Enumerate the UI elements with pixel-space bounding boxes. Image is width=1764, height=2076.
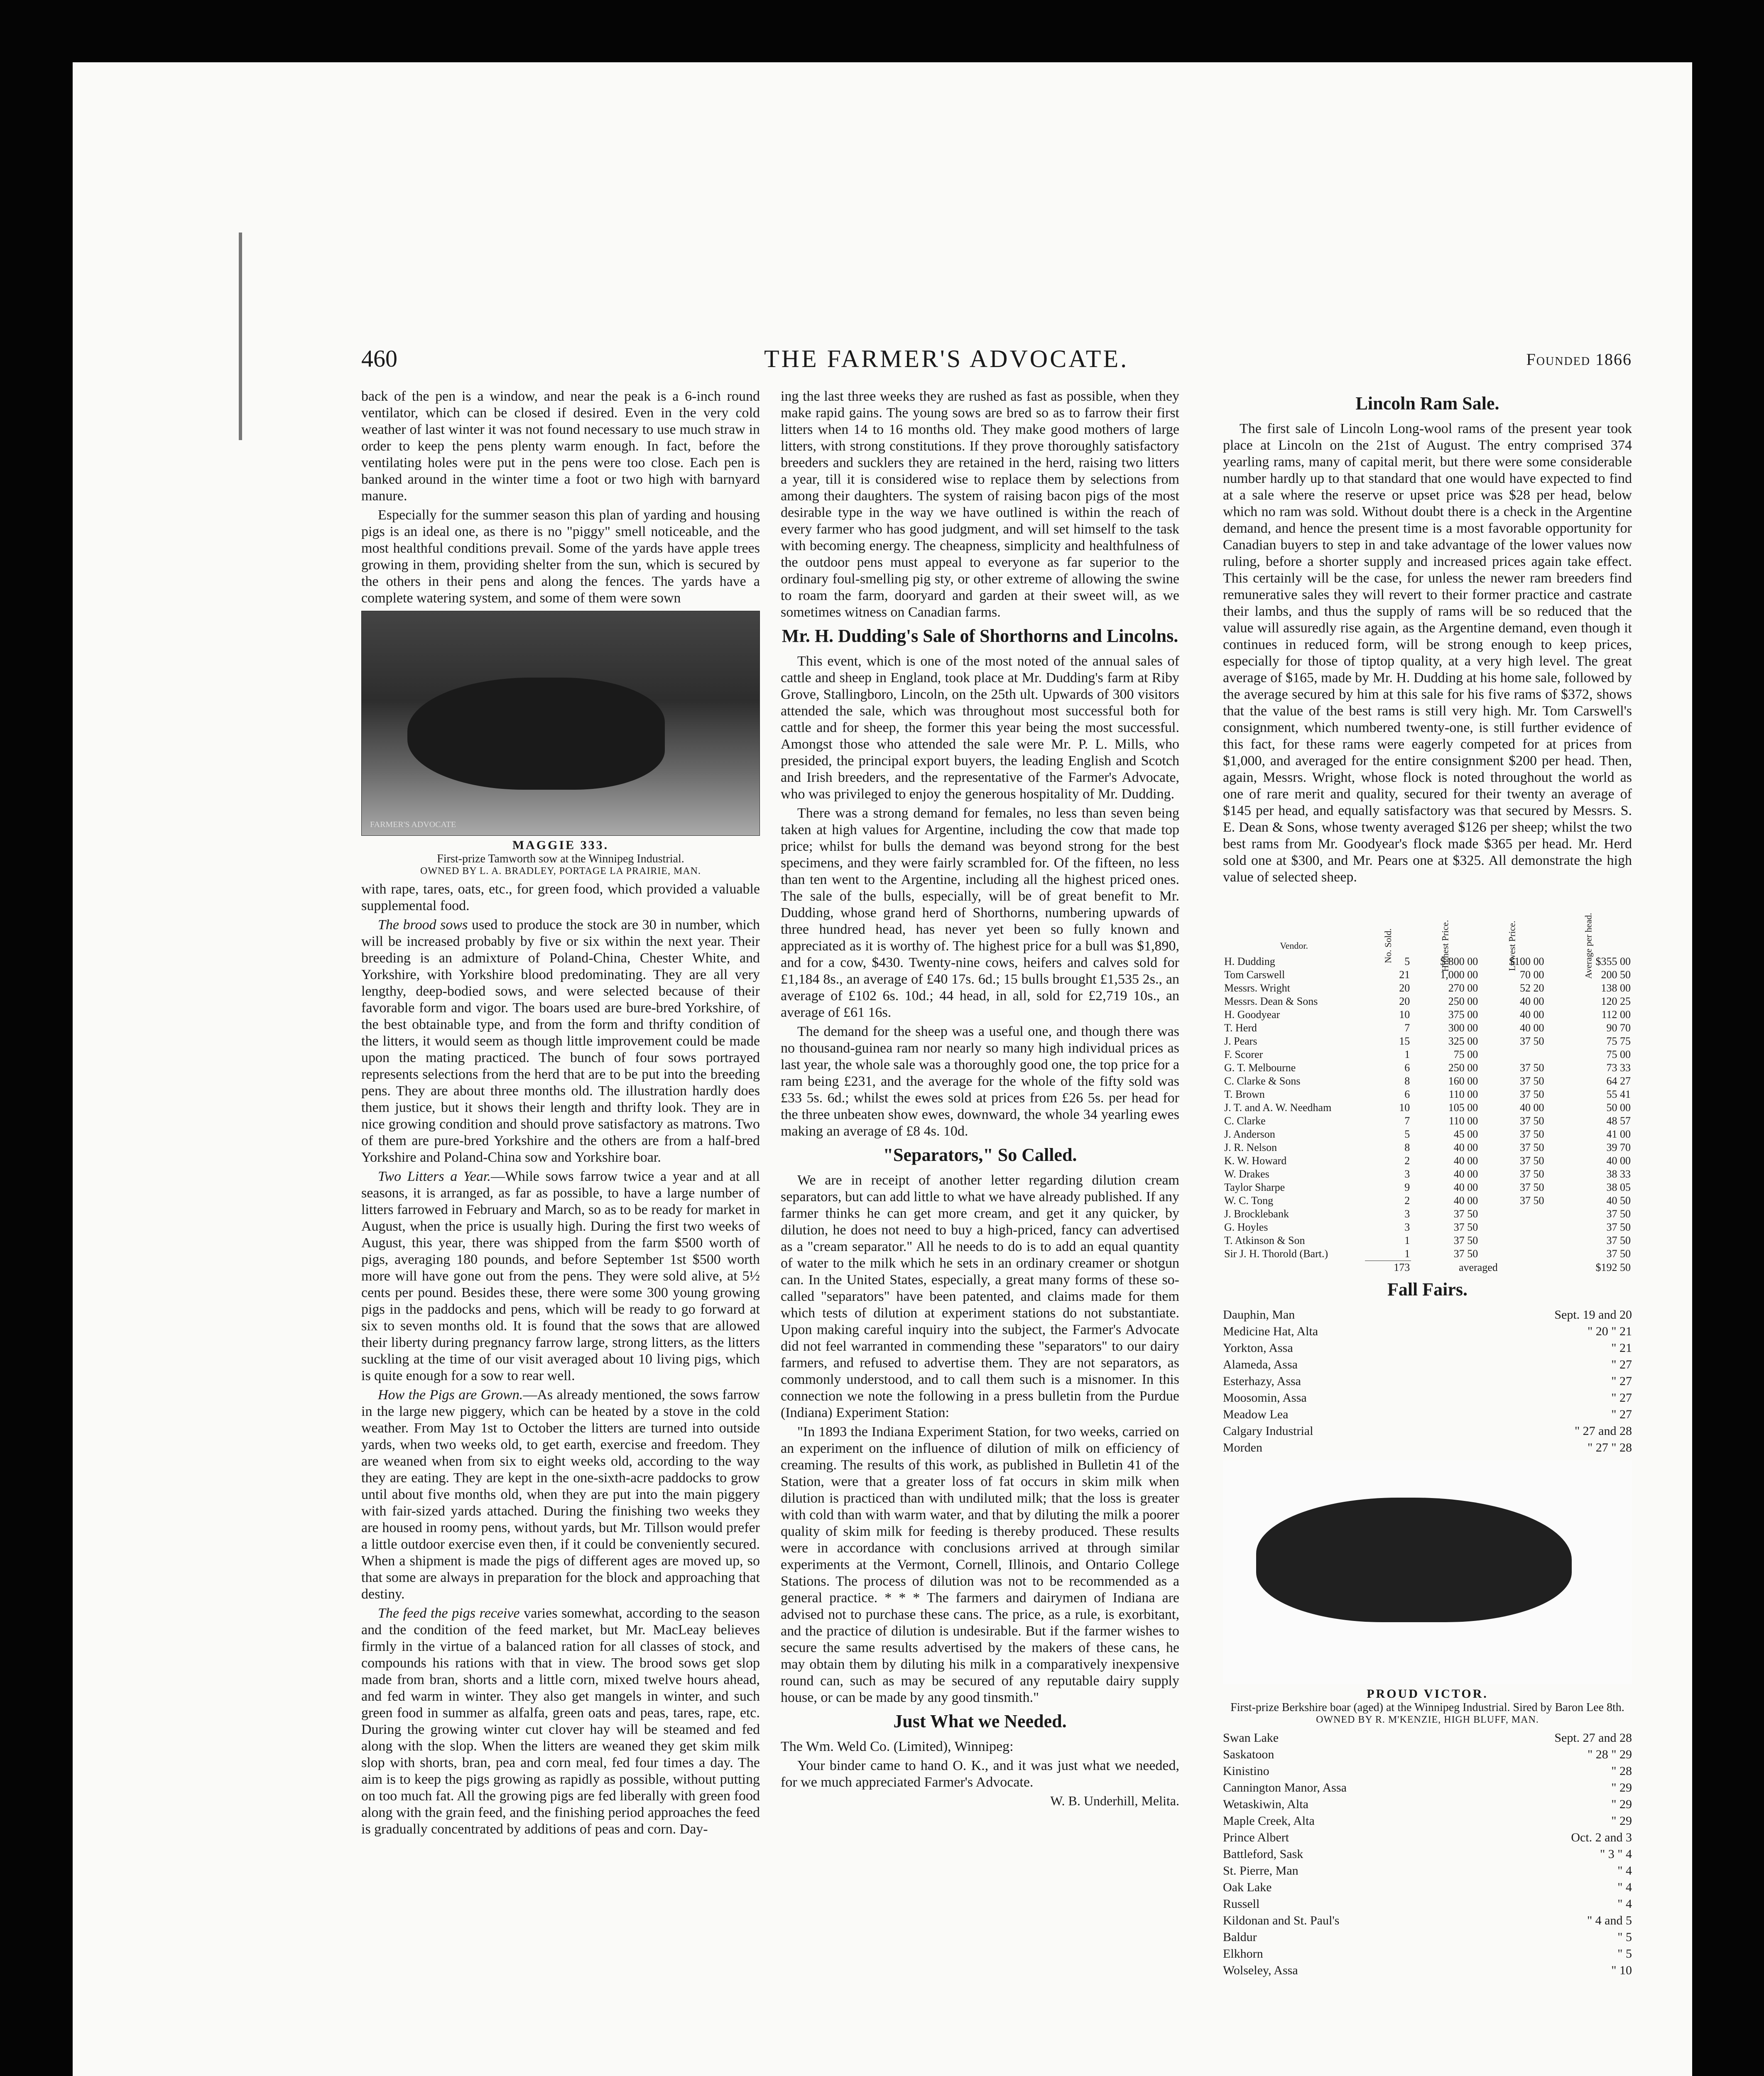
value-cell: 37 50 — [1453, 1248, 1478, 1260]
paragraph: The first sale of Lincoln Long-wool rams of the present year took place at Lincoln on the 21st of August. The entry comprised 374 yearling rams, many of capital merit, but there were some considerable number hardly up to that standard that one would have expected to find at a sale where the reserve or upset price was $28 per head, below which no ram was sold. Without doubt there is a check in the Argentine demand, and hence the present time is a most favorable opportunity for Canadian buyers to step in and take advantage of the lower values now ruling, before a shorter supply and increased prices again take effect. This certainly will be the case, for unless the newer ram breeders find remunerative sales they will revert to their former practice and castrate their lambs, and thus the supply of rams will be so reduced that the value will assuredly rise again, as the Argentine demand, even though it continues in reduced form, will be strong enough to keep prices, especially for those of tiptop quality, at a very high level. The great average of $165, made by Mr. H. Dudding at his home sale, followed by the average secured by him at this sale for his five rams of $372, shows that the value of the best rams is still very high. Mr. Tom Carswell's consignment, which numbered twenty-one, is still further evidence of this fact, for these rams were eagerly competed for at prices from $1,000, and averaged for the entire consignment $200 per head. Then, again, Messrs. Wright, whose flock is noted throughout the world as one of rare merit and quality, secured for their twenty an average of $145 per head, and equally satisfactory was that secured by Messrs. S. E. Dean & Sons, whose twenty averaged $126 per sheep; whilst the two best rams from Mr. Goodyear's flock made $365 per head. Mr. Herd sold one at $300, and Mr. Pears one at $325. All demonstrate the high value of selected sheep. — [1223, 421, 1632, 885]
value-cell — [1479, 1234, 1545, 1247]
fairs-list — [1223, 1307, 1632, 1456]
value-cell: 40 00 — [1519, 1102, 1544, 1114]
value-cell: 90 70 — [1606, 1022, 1631, 1034]
fair-date: Sept. 27 and 28 — [1554, 1731, 1632, 1745]
paragraph: back of the pen is a window, and near the peak is a 6-inch round ventilator, which can be closed if desired. Even in the very cold weather of last winter it was not found necessary to use much straw in order to keep the pens plenty warm enough. In fact, before the ventilating holes were put in the pens were too close. Each pen is banked around in the winter time a foot or two high with barnyard manure. — [361, 389, 760, 504]
caption-line: First-prize Berkshire boar (aged) at the Winnipeg Industrial. Sired by Baron Lee 8th. — [1230, 1701, 1624, 1714]
vendor-cell: Tom Carswell — [1224, 969, 1285, 981]
value-cell: 37 50 — [1519, 1062, 1544, 1074]
table-row — [1223, 982, 1632, 995]
table-total-row — [1223, 1261, 1632, 1275]
fair-row — [1223, 1730, 1632, 1746]
vendor-cell: Messrs. Wright — [1224, 982, 1290, 994]
fair-row — [1223, 1879, 1632, 1896]
run-in-heading: The feed the pigs receive — [378, 1606, 520, 1621]
fair-place: Dauphin, Man — [1223, 1308, 1295, 1322]
value-cell: 112 00 — [1601, 1009, 1631, 1021]
value-cell: 37 50 — [1453, 1221, 1478, 1233]
fair-place: Kildonan and St. Paul's — [1223, 1914, 1340, 1927]
fair-date: " 29 — [1611, 1781, 1632, 1794]
value-cell: 37 50 — [1519, 1141, 1544, 1153]
value-cell: 37 50 — [1519, 1088, 1544, 1100]
value-cell: 3 — [1404, 1168, 1410, 1180]
fair-date: " 10 — [1611, 1963, 1632, 1977]
fair-date: " 3 " 4 — [1600, 1847, 1632, 1861]
fair-row — [1223, 1323, 1632, 1340]
fair-date: " 27 — [1611, 1374, 1632, 1388]
caption-line: First-prize Tamworth sow at the Winnipeg Industrial. — [437, 852, 684, 865]
fair-place: Morden — [1223, 1441, 1262, 1454]
value-cell: 50 00 — [1606, 1102, 1631, 1114]
fair-row — [1223, 1829, 1632, 1846]
vendor-cell: W. C. Tong — [1224, 1195, 1274, 1207]
total-label: averaged — [1458, 1261, 1498, 1273]
value-cell: 75 75 — [1606, 1035, 1631, 1047]
value-cell: 37 50 — [1519, 1035, 1544, 1047]
fair-date: Oct. 2 and 3 — [1571, 1831, 1632, 1844]
fair-place: Wetaskiwin, Alta — [1223, 1797, 1308, 1811]
fair-date: " 4 and 5 — [1587, 1914, 1632, 1927]
value-cell: 39 70 — [1606, 1141, 1631, 1153]
vendor-cell: G. Hoyles — [1224, 1221, 1268, 1233]
fair-place: Esterhazy, Assa — [1223, 1374, 1301, 1388]
value-cell: 40 00 — [1519, 1022, 1544, 1034]
value-cell: 5 — [1404, 1128, 1410, 1140]
column-middle — [781, 388, 1179, 1809]
value-cell: 1 — [1404, 1048, 1410, 1060]
value-cell: 40 00 — [1453, 1195, 1478, 1207]
column-header-text: No. Sold. — [1382, 928, 1393, 963]
fair-date: " 5 — [1617, 1930, 1632, 1944]
fair-row — [1223, 1390, 1632, 1406]
sow-silhouette — [407, 678, 665, 790]
vendor-cell: J. T. and A. W. Needham — [1224, 1102, 1332, 1114]
value-cell — [1479, 1221, 1545, 1234]
value-cell: 10 — [1399, 1102, 1410, 1114]
fair-place: Yorkton, Assa — [1223, 1341, 1293, 1355]
value-cell: 250 00 — [1448, 1062, 1478, 1074]
vendor-cell: H. Dudding — [1224, 955, 1275, 967]
value-cell: 120 25 — [1601, 995, 1631, 1007]
fair-date: " 27 — [1611, 1358, 1632, 1371]
value-cell: 110 00 — [1448, 1088, 1478, 1100]
signature-line — [781, 1793, 1179, 1809]
value-cell: 15 — [1399, 1035, 1410, 1047]
paragraph: ing the last three weeks they are rushed as fast as possible, when they make rapid gains. The young sows are bred so as to farrow their first litters when 14 to 16 months old. They make good mothers of large litters, with strong constitutions. If they prove thoroughly satisfactory breeders and sucklers they are retained in the herd, raising two litters a year, till it is considered wise to replace them by selections from among their daughters. The system of raising bacon pigs of the most desirable type in the way we have outlined is within the reach of every farmer who has good judgment, and will set himself to the task with becoming energy. The cheapness, simplicity and healthfulness of the outdoor pens must appeal to everyone as far superior to the ordinary foul-smelling pig sty, or other extreme of allowing the swine to roam the farm, dooryard and garden at their sweet will, as we sometimes witness on Canadian farms. — [781, 389, 1179, 620]
fair-row — [1223, 1846, 1632, 1863]
vendor-cell: Messrs. Dean & Sons — [1224, 995, 1318, 1007]
fair-place: Oak Lake — [1223, 1880, 1272, 1894]
value-cell: 9 — [1404, 1181, 1410, 1193]
value-cell — [1479, 1048, 1545, 1061]
vendor-cell: G. T. Melbourne — [1224, 1062, 1296, 1074]
column-header-text: Lowest Price. — [1507, 920, 1517, 971]
value-cell: 40 00 — [1453, 1168, 1478, 1180]
vendor-cell: K. W. Howard — [1224, 1155, 1287, 1167]
fair-date: Sept. 19 and 20 — [1554, 1308, 1632, 1322]
value-cell: 37 50 — [1519, 1195, 1544, 1207]
paragraph — [361, 1605, 760, 1838]
vendor-cell: J. Pears — [1224, 1035, 1257, 1047]
fair-place: Maple Creek, Alta — [1223, 1814, 1315, 1828]
table-row — [1223, 1048, 1632, 1061]
fair-row — [1223, 1912, 1632, 1929]
value-cell: 40 00 — [1453, 1155, 1478, 1167]
table-row — [1223, 1168, 1632, 1181]
vendor-cell: Sir J. H. Thorold (Bart.) — [1224, 1248, 1328, 1260]
fair-row — [1223, 1796, 1632, 1813]
value-cell: 52 20 — [1519, 982, 1544, 994]
value-cell: 20 — [1399, 982, 1410, 994]
fairs-list — [1223, 1730, 1632, 1979]
value-cell: 10 — [1399, 1009, 1410, 1021]
table-header-row — [1223, 890, 1632, 955]
fair-date: " 21 — [1611, 1341, 1632, 1355]
paper-title: THE FARMER'S ADVOCATE. — [764, 345, 1129, 372]
value-cell: 8 — [1404, 1141, 1410, 1153]
column-header-text: Highest Price. — [1440, 920, 1450, 972]
fair-place: Cannington Manor, Assa — [1223, 1781, 1347, 1794]
value-cell: 105 00 — [1448, 1102, 1478, 1114]
value-cell: 37 50 — [1519, 1168, 1544, 1180]
fair-date: " 4 — [1617, 1897, 1632, 1911]
value-cell — [1479, 1207, 1545, 1221]
value-cell: 3 — [1404, 1221, 1410, 1233]
table-row — [1223, 1221, 1632, 1234]
value-cell: 250 00 — [1448, 995, 1478, 1007]
paragraph: The demand for the sheep was a useful one, and though there was no thousand-guinea ram nor nearly so many high individual prices as last year, the whole sale was a thoroughly good one, the top price for a ram being £231, and the average for the whole of the fifty sold was £33 5s. 6d.; whilst the ewes sold at prices from £26 5s. per head for the three unbeaten show ewes, downward, the whole 34 yearling ewes making an average of £8 4s. 10d. — [781, 1024, 1179, 1139]
value-cell: 55 41 — [1606, 1088, 1631, 1100]
fair-date: " 28 — [1611, 1764, 1632, 1778]
vendor-cell: C. Clarke & Sons — [1224, 1075, 1301, 1087]
paragraph — [361, 917, 760, 1166]
value-cell: 1 — [1404, 1248, 1410, 1260]
table-row — [1223, 1035, 1632, 1048]
fair-place: Swan Lake — [1223, 1731, 1279, 1745]
fair-date: " 27 " 28 — [1588, 1441, 1632, 1454]
fair-place: Moosomin, Assa — [1223, 1391, 1307, 1405]
fair-date: " 5 — [1617, 1947, 1632, 1961]
maggie-photo — [361, 611, 760, 836]
value-cell: $100 00 — [1509, 955, 1544, 967]
value-cell: 40 00 — [1519, 1009, 1544, 1021]
ram-sale-table — [1223, 890, 1632, 1274]
quoted-paragraph: "In 1893 the Indiana Experiment Station, for two weeks, carried on an experiment on the influence of dilution of milk on efficiency of creaming. The results of this work, as published in Bulletin 41 of the Station, were that a greater loss of fat occurs in skim milk when dilution is practiced than with undiluted milk; that the loss is greater with cold than with warm water, and that by diluting the milk a poorer quality of skim milk for feeding is thereby produced. These results were in accordance with conclusions arrived at through similar experiments at the Vermont, Cornell, Illinois, and Ontario College Stations. The process of dilution was not to be recommended as a general practice. * * * The farmers and dairymen of Indiana are advised not to purchase these cans. The price, as a rule, is exorbitant, and the practice of dilution is undesirable. But if the farmer wishes to secure the same results advertised by the makers of these cans, he may obtain them by diluting his milk in a comparatively inexpensive round can, such as may be secured of any reputable dairy supply house, or can be made by any good tinsmith." — [781, 1424, 1179, 1705]
fair-row — [1223, 1929, 1632, 1946]
fair-place: Prince Albert — [1223, 1831, 1289, 1844]
table-row — [1223, 1194, 1632, 1207]
fair-date: " 28 " 29 — [1588, 1748, 1632, 1761]
value-cell: 7 — [1404, 1115, 1410, 1127]
fair-row — [1223, 1746, 1632, 1763]
table-row — [1223, 1061, 1632, 1075]
fair-date: " 27 — [1611, 1408, 1632, 1421]
article-heading: Lincoln Ram Sale. — [1355, 393, 1499, 414]
table-row — [1223, 1247, 1632, 1261]
value-cell: 1 — [1404, 1234, 1410, 1246]
value-cell: 37 50 — [1519, 1128, 1544, 1140]
table-row — [1223, 1101, 1632, 1114]
value-cell: 200 50 — [1601, 969, 1631, 981]
value-cell: 64 27 — [1606, 1075, 1631, 1087]
fair-place: Saskatoon — [1223, 1748, 1274, 1761]
value-cell: 37 50 — [1519, 1181, 1544, 1193]
fair-date: " 27 and 28 — [1574, 1424, 1632, 1438]
paragraph — [361, 1168, 760, 1384]
paragraph-text: varies somewhat, according to the season and the condition of the feed market, but Mr. MacLeay believes firmly in the virtue of a balanced ration for all classes of stock, and compounds his rations with that in view. The brood sows get slop made from bran, shorts and a little corn, mixed twelve hours ahead, and fed warm in winter. They also get mangels in winter, and such green food in summer as alfalfa, green oats and peas, tares, rape, etc. During the growing winter cut clover hay will be steamed and fed along with the slop. When the litters are weaned they get skim milk slop with shorts, bran, pea and corn meal, fed four times a day. The aim is to keep the pigs growing as rapidly as possible, without putting on too much fat. All the growing pigs are fed liberally with green food along with the grain feed, and the finishing period approaches the feed is gradually concentrated by additions of peas and corn. Day- — [361, 1606, 760, 1837]
value-cell: $ 800 00 — [1440, 955, 1478, 967]
value-cell: 37 50 — [1519, 1115, 1544, 1127]
photo-label: FARMER'S ADVOCATE — [370, 820, 456, 829]
founded-note: Founded 1866 — [1526, 350, 1632, 369]
caption-name: MAGGIE 333. — [512, 838, 609, 852]
letter-body: Your binder came to hand O. K., and it was just what we needed, for we much appreciated Farmer's Advocate. — [781, 1758, 1179, 1790]
table-row — [1223, 1234, 1632, 1247]
vendor-cell: J. Brocklebank — [1224, 1208, 1289, 1220]
vendor-cell: C. Clarke — [1224, 1115, 1266, 1127]
article-heading: Just What we Needed. — [893, 1711, 1067, 1731]
column-header: Vendor. — [1280, 940, 1308, 951]
fair-place: Baldur — [1223, 1930, 1257, 1944]
vendor-cell: F. Scorer — [1224, 1048, 1263, 1060]
value-cell: 41 00 — [1606, 1128, 1631, 1140]
value-cell: 38 05 — [1606, 1181, 1631, 1193]
value-cell: 21 — [1399, 969, 1410, 981]
article-heading: Mr. H. Dudding's Sale of Shorthorns and Lincolns. — [782, 626, 1178, 646]
table-row — [1223, 968, 1632, 982]
value-cell: 37 50 — [1606, 1208, 1631, 1220]
paragraph: There was a strong demand for females, no less than seven being taken at high values for Argentine, including the cow that made top price; whilst for bulls the demand was beyond strong for the best specimens, and they were fairly scrambled for. Of the fifteen, no less than ten went to the Argentine, including all the highest priced ones. The sale of the bulls, especially, will be of great benefit to Mr. Dudding, whose grand herd of Shorthorns, numbering upwards of three hundred head, has never yet been so fully known and appreciated as it is worthy of. The highest price for a bull was $1,890, and for a cow, $430. Twenty-nine cows, heifers and calves sold for £1,184 8s., an average of £40 17s. 6d.; 15 bulls brought £1,535 2s., an average of £102 6s. 10d.; 44 head, in all, sold for £2,719 10s., an average of £61 16s. — [781, 805, 1179, 1020]
table-row — [1223, 1021, 1632, 1035]
table-row — [1223, 1075, 1632, 1088]
paragraph — [361, 1387, 760, 1603]
fair-place: Meadow Lea — [1223, 1408, 1289, 1421]
fair-place: Kinistino — [1223, 1764, 1269, 1778]
value-cell: 75 00 — [1606, 1048, 1631, 1060]
table-row — [1223, 1154, 1632, 1168]
paragraph-text: used to produce the stock are 30 in number, which will be increased probably by five or six within the next year. Their breeding is an admixture of Poland-China, Chester White, and Yorkshire, with Yorkshire blood predominating. They are all very lengthy, deep-bodied sows, and were selected because of their favorable form and vigor. The boars used are bure-bred Yorkshire, of the best obtainable type, and from the form and thrifty condition of the litters, it would seem as though little improvement could be made upon the mating practiced. The bunch of four sows portrayed represents selections from the herd that are to be put into the breeding pens. They are about three months old. The illustration hardly does them justice, but it shows their length and thrifty look. They are in nice growing condition and should prove satisfactory as matrons. Two of them are pure-bred Yorkshire and the others are from a half-bred Yorkshire and Poland-China sow and Yorkshire boar. — [361, 917, 760, 1165]
table-row — [1223, 955, 1632, 968]
value-cell: 7 — [1404, 1022, 1410, 1034]
page-header — [361, 345, 1632, 374]
article-heading: Fall Fairs. — [1387, 1279, 1468, 1300]
value-cell: $355 00 — [1595, 955, 1631, 967]
value-cell: 40 00 — [1606, 1155, 1631, 1167]
fair-row — [1223, 1373, 1632, 1390]
fair-place: St. Pierre, Man — [1223, 1864, 1298, 1878]
total-average: $192 50 — [1595, 1261, 1631, 1273]
paragraph: Especially for the summer season this plan of yarding and housing pigs is an ideal one, as there is no "piggy" smell noticeable, and the most healthful conditions prevail. Some of the yards have apple trees growing in them, providing shelter from the sun, which is secured by the others in their pens and along the fences. The yards have a complete watering system, and some of them were sown — [361, 507, 760, 606]
value-cell: 37 50 — [1606, 1221, 1631, 1233]
value-cell: 8 — [1404, 1075, 1410, 1087]
boar-silhouette — [1256, 1498, 1572, 1622]
vendor-cell: W. Drakes — [1224, 1168, 1269, 1180]
value-cell: 75 00 — [1453, 1048, 1478, 1060]
fair-place: Alameda, Assa — [1223, 1358, 1298, 1371]
table-row — [1223, 1181, 1632, 1194]
value-cell: 110 00 — [1448, 1115, 1478, 1127]
proud-victor-photo — [1223, 1460, 1632, 1684]
column-left — [361, 388, 760, 1840]
fair-date: " 20 " 21 — [1588, 1324, 1632, 1338]
value-cell: 70 00 — [1519, 969, 1544, 981]
value-cell: 138 00 — [1601, 982, 1631, 994]
photo-caption — [361, 838, 760, 877]
caption-name: PROUD VICTOR. — [1367, 1687, 1488, 1701]
value-cell: 40 00 — [1453, 1181, 1478, 1193]
vendor-cell: T. Atkinson & Son — [1224, 1234, 1305, 1246]
paragraph: This event, which is one of the most noted of the annual sales of cattle and sheep in England, took place at Mr. Dudding's farm at Riby Grove, Stallingboro, Lincoln, on the 25th ult. Upwards of 300 visitors attended the sale, which was throughout most successful both for cattle and for sheep, the former this year being the most successful. Amongst those who attended the sale were Mr. P. L. Mills, who presided, the principal export buyers, the leading English and Scotch and Irish breeders, and the representative of the Farmer's Advocate, who was privileged to enjoy the generous hospitality of Mr. Dudding. — [781, 654, 1179, 802]
value-cell: 37 50 — [1606, 1234, 1631, 1246]
value-cell: 6 — [1404, 1062, 1410, 1074]
value-cell: 37 50 — [1606, 1248, 1631, 1260]
value-cell: 1,000 00 — [1440, 969, 1478, 981]
value-cell: 20 — [1399, 995, 1410, 1007]
vendor-cell: J. Anderson — [1224, 1128, 1275, 1140]
fair-row — [1223, 1340, 1632, 1356]
paragraph: We are in receipt of another letter regarding dilution cream separators, but can add little to what we have already published. If any farmer thinks he can get more cream, and get it any quicker, by dilution, he does not need to buy a high-priced, fancy can advertised as a "cream separator." All he needs to do is to add an equal quantity of water to the milk which he sets in an ordinary creamer or shotgun can. In the United States, especially, a great many forms of these so-called "separators" have been patented, and claims made for them which tests of dilution at experiment stations do not substantiate. Upon making careful inquiry into the subject, the Farmer's Advocate did not feel warranted in commending these "separators" to our dairy farmers, and refused to advertise them. They are not separators, as commonly understood, and to call them such is a misnomer. In this connection we note the following in a press bulletin from the Purdue (Indiana) Experiment Station: — [781, 1173, 1179, 1420]
value-cell: 37 50 — [1519, 1155, 1544, 1167]
fair-row — [1223, 1962, 1632, 1979]
run-in-heading: How the Pigs are Grown. — [378, 1387, 523, 1403]
letter-address: The Wm. Weld Co. (Limited), Winnipeg: — [781, 1739, 1014, 1754]
fair-row — [1223, 1780, 1632, 1796]
paragraph-text: —As already mentioned, the sows farrow in the large new piggery, which can be heated by a stove in the cold weather. From May 1st to October the litters are turned into outside yards, when two weeks old, to get earth, exercise and freedom. They are weaned when from six to eight weeks old, according to the way they are eating. They are kept in the one-sixth-acre paddocks to grow until about five months old, when they are put into the main piggery with fair-sized yards attached. During the finishing two weeks they are housed in roomy pens, without yards, but Mr. Tillson would prefer a little outdoor exercise even then, if it could be conveniently secured. When a shipment is made the pigs of different ages are moved up, so that some are always in preparation for the block and approaching that destiny. — [361, 1387, 760, 1602]
fair-row — [1223, 1813, 1632, 1829]
value-cell: 160 00 — [1448, 1075, 1478, 1087]
value-cell: 375 00 — [1448, 1009, 1478, 1021]
value-cell: 300 00 — [1448, 1022, 1478, 1034]
value-cell: 45 00 — [1453, 1128, 1478, 1140]
fair-place: Elkhorn — [1223, 1947, 1263, 1961]
fair-row — [1223, 1307, 1632, 1323]
fair-row — [1223, 1763, 1632, 1780]
photo-caption — [1223, 1687, 1632, 1726]
table-body — [1223, 955, 1632, 1261]
fair-date: " 29 — [1611, 1814, 1632, 1828]
value-cell: 5 — [1404, 955, 1410, 967]
column-header-text: Average per head. — [1583, 913, 1594, 979]
signature: W. B. Underhill, Melita. — [1050, 1793, 1179, 1808]
paragraph-text: —While sows farrow twice a year and at all seasons, it is arranged, as far as possible, to have a large number of litters farrowed in February and March, so as to be ready for market in August, when the price is usually high. During the first two weeks of August, this year, there was shipped from the farm $500 worth of pigs, averaging 180 pounds, and before September 1st $500 worth more will have gone out from the pens. They were sold alive, at 5½ cents per pound. Besides these, there were some 300 young growing pigs in the paddocks and pens, which will be ready to go forward at six to seven months old. It is found that the sows that are allowed their liberty during pregnancy farrow large, strong litters, as the litters suckling at the time of our visit averaged about 10 living pigs, which is quite enough for a sow to rear well. — [361, 1169, 760, 1383]
fair-place: Russell — [1223, 1897, 1260, 1911]
fair-row — [1223, 1406, 1632, 1423]
table-row — [1223, 1141, 1632, 1154]
table-row — [1223, 1088, 1632, 1101]
value-cell: 3 — [1404, 1208, 1410, 1220]
value-cell — [1479, 1247, 1545, 1261]
value-cell: 40 00 — [1519, 995, 1544, 1007]
value-cell: 2 — [1404, 1195, 1410, 1207]
fair-place: Battleford, Sask — [1223, 1847, 1303, 1861]
fair-place: Calgary Industrial — [1223, 1424, 1313, 1438]
fair-row — [1223, 1946, 1632, 1962]
paragraph: with rape, tares, oats, etc., for green food, which provided a valuable supplemental food. — [361, 881, 760, 913]
table-row — [1223, 1008, 1632, 1021]
table-row — [1223, 995, 1632, 1008]
fair-date: " 4 — [1617, 1880, 1632, 1894]
value-cell: 40 00 — [1453, 1141, 1478, 1153]
table-row — [1223, 1114, 1632, 1128]
article-heading: "Separators," So Called. — [883, 1145, 1077, 1165]
value-cell: 2 — [1404, 1155, 1410, 1167]
caption-owner: OWNED BY R. M'KENZIE, HIGH BLUFF, MAN. — [1316, 1714, 1539, 1725]
total-count: 173 — [1365, 1261, 1411, 1275]
value-cell: 40 50 — [1606, 1195, 1631, 1207]
vendor-cell: H. Goodyear — [1224, 1009, 1280, 1021]
fair-row — [1223, 1439, 1632, 1456]
fair-date: " 27 — [1611, 1391, 1632, 1405]
fair-place: Wolseley, Assa — [1223, 1963, 1298, 1977]
vendor-cell: T. Brown — [1224, 1088, 1265, 1100]
run-in-heading: Two Litters a Year. — [378, 1169, 491, 1184]
previous-page-edge — [239, 233, 242, 440]
fair-date: " 29 — [1611, 1797, 1632, 1811]
value-cell: 325 00 — [1448, 1035, 1478, 1047]
fair-date: " 4 — [1617, 1864, 1632, 1878]
vendor-cell: Taylor Sharpe — [1224, 1181, 1285, 1193]
fair-row — [1223, 1863, 1632, 1879]
run-in-heading: The brood sows — [378, 917, 468, 933]
value-cell: 48 57 — [1606, 1115, 1631, 1127]
table-row — [1223, 1207, 1632, 1221]
value-cell: 38 33 — [1606, 1168, 1631, 1180]
fair-row — [1223, 1423, 1632, 1439]
value-cell: 73 33 — [1606, 1062, 1631, 1074]
fair-row — [1223, 1896, 1632, 1912]
fair-place: Medicine Hat, Alta — [1223, 1324, 1318, 1338]
value-cell: 37 50 — [1453, 1208, 1478, 1220]
fair-row — [1223, 1356, 1632, 1373]
vendor-cell: J. R. Nelson — [1224, 1141, 1277, 1153]
total-spacer — [1223, 1261, 1365, 1275]
value-cell: 37 50 — [1453, 1234, 1478, 1246]
caption-owner: OWNED BY L. A. BRADLEY, PORTAGE LA PRAIRIE, MAN. — [420, 866, 701, 876]
page-number: 460 — [361, 345, 397, 372]
value-cell: 37 50 — [1519, 1075, 1544, 1087]
value-cell: 6 — [1404, 1088, 1410, 1100]
column-header — [1365, 890, 1411, 963]
value-cell: 270 00 — [1448, 982, 1478, 994]
column-right — [1223, 388, 1632, 1979]
vendor-cell: T. Herd — [1224, 1022, 1257, 1034]
table-row — [1223, 1128, 1632, 1141]
